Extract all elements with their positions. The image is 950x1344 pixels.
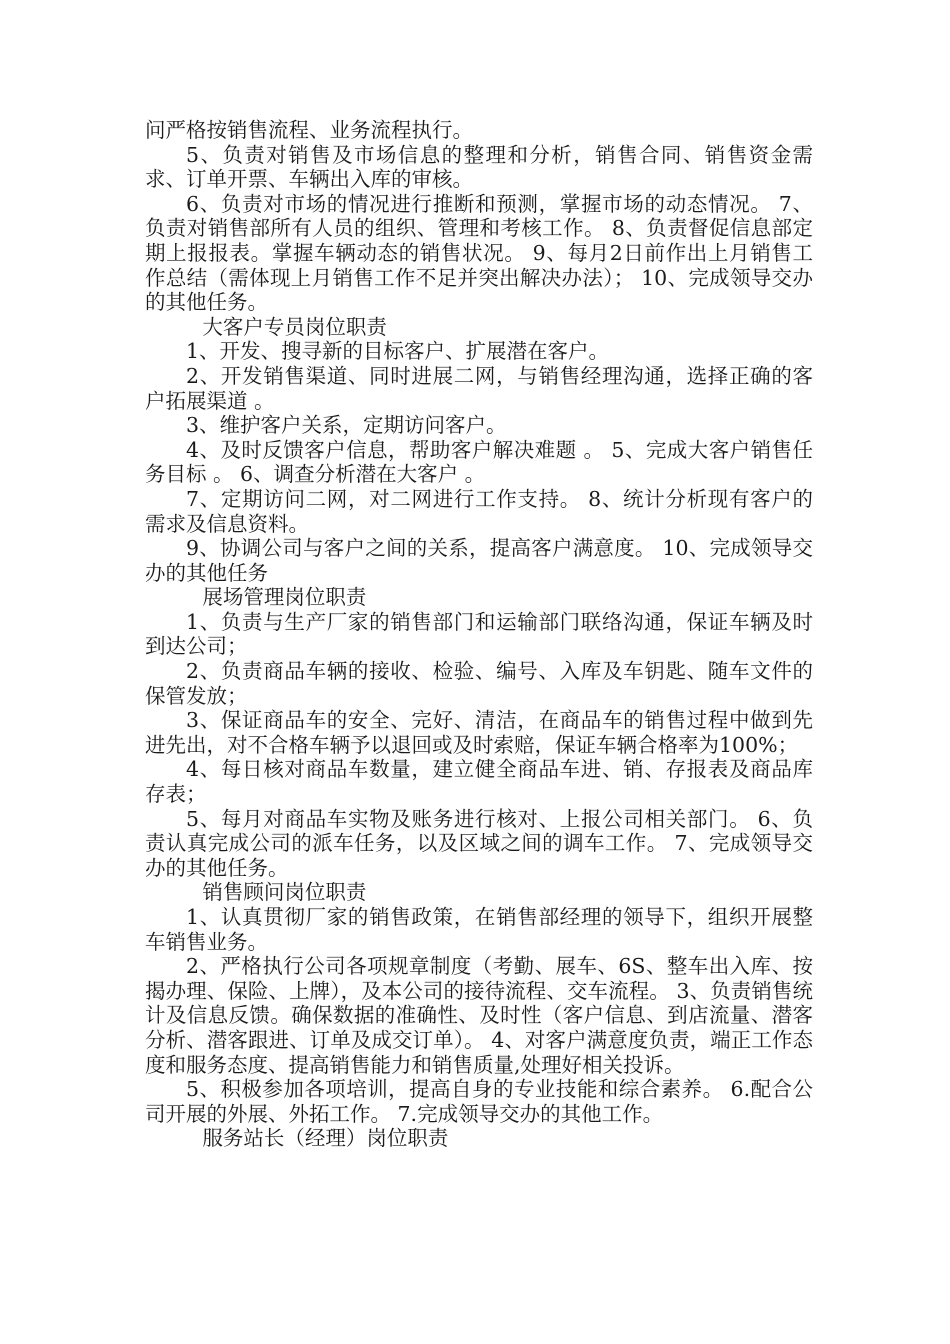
section-heading-sales-consultant: 销售顾问岗位职责 xyxy=(202,880,367,905)
paragraph-key-account-2: 2、开发销售渠道、同时进展二网，与销售经理沟通，选择正确的客户拓展渠道 。 xyxy=(145,363,813,413)
paragraph-key-account-9-10: 9、协调公司与客户之间的关系，提高客户满意度。 10、完成领导交办的其他任务 xyxy=(145,536,813,585)
section-heading-service-manager: 服务站长（经理）岗位职责 xyxy=(202,1126,449,1151)
document-page xyxy=(145,118,813,1151)
paragraph-continuation: 问严格按销售流程、业务流程执行。 xyxy=(145,118,473,142)
paragraph-showroom-4: 4、每日核对商品车数量，建立健全商品车进、销、存报表及商品库存表； xyxy=(145,757,813,807)
paragraph-key-account-4-6: 4、及时反馈客户信息，帮助客户解决难题 。 5、完成大客户销售任务目标 。 6、调查分析潜在大客户 。 xyxy=(145,437,813,487)
paragraph-duty-6-10: 6、负责对市场的情况进行推断和预测，掌握市场的动态情况。 7、负责对销售部所有人员的组织、管理和考核工作。 8、负责督促信息部定期上报报表。掌握车辆动态的销售状况。 9、每月2日前作出上月销售工作总结（需体现上月销售工作不足并突出解决办法）； 10、完成领导交办的其他任务。 xyxy=(145,191,813,315)
section-heading-showroom: 展场管理岗位职责 xyxy=(202,585,367,610)
paragraph-showroom-5-7: 5、每月对商品车实物及账务进行核对、上报公司相关部门。 6、负责认真完成公司的派车任务，以及区域之间的调车工作。 7、完成领导交办的其他任务。 xyxy=(145,806,813,880)
paragraph-showroom-3: 3、保证商品车的安全、完好、清洁，在商品车的销售过程中做到先进先出，对不合格车辆予以退回或及时索赔，保证车辆合格率为100%； xyxy=(145,708,813,757)
paragraph-showroom-1: 1、负责与生产厂家的销售部门和运输部门联络沟通，保证车辆及时到达公司； xyxy=(145,609,813,659)
paragraph-showroom-2: 2、负责商品车辆的接收、检验、编号、入库及车钥匙、随车文件的保管发放； xyxy=(145,659,813,708)
paragraph-consultant-1: 1、认真贯彻厂家的销售政策，在销售部经理的领导下，组织开展整车销售业务。 xyxy=(145,905,813,954)
paragraph-duty-5: 5、负责对销售及市场信息的整理和分析，销售合同、销售资金需求、订单开票、车辆出入库的审核。 xyxy=(145,142,813,192)
paragraph-key-account-3: 3、维护客户关系，定期访问客户。 xyxy=(186,413,507,438)
paragraph-consultant-5-7: 5、积极参加各项培训，提高自身的专业技能和综合素养。 6.配合公司开展的外展、外拓工作。 7.完成领导交办的其他工作。 xyxy=(145,1077,813,1126)
paragraph-consultant-2-4: 2、严格执行公司各项规章制度（考勤、展车、6S、整车出入库、按揭办理、保险、上牌），及本公司的接待流程、交车流程。 3、负责销售统计及信息反馈。确保数据的准确性、及时性（客户信息、到店流量、潜客分析、潜客跟进、订单及成交订单）。 4、对客户满意度负责，端正工作态度和服务态度、提高销售能力和销售质量,处理好相关投诉。 xyxy=(145,954,813,1077)
paragraph-key-account-7-8: 7、定期访问二网，对二网进行工作支持。 8、统计分析现有客户的需求及信息资料。 xyxy=(145,486,813,536)
section-heading-key-account: 大客户专员岗位职责 xyxy=(202,314,387,339)
paragraph-key-account-1: 1、开发、搜寻新的目标客户、扩展潜在客户。 xyxy=(186,339,610,364)
